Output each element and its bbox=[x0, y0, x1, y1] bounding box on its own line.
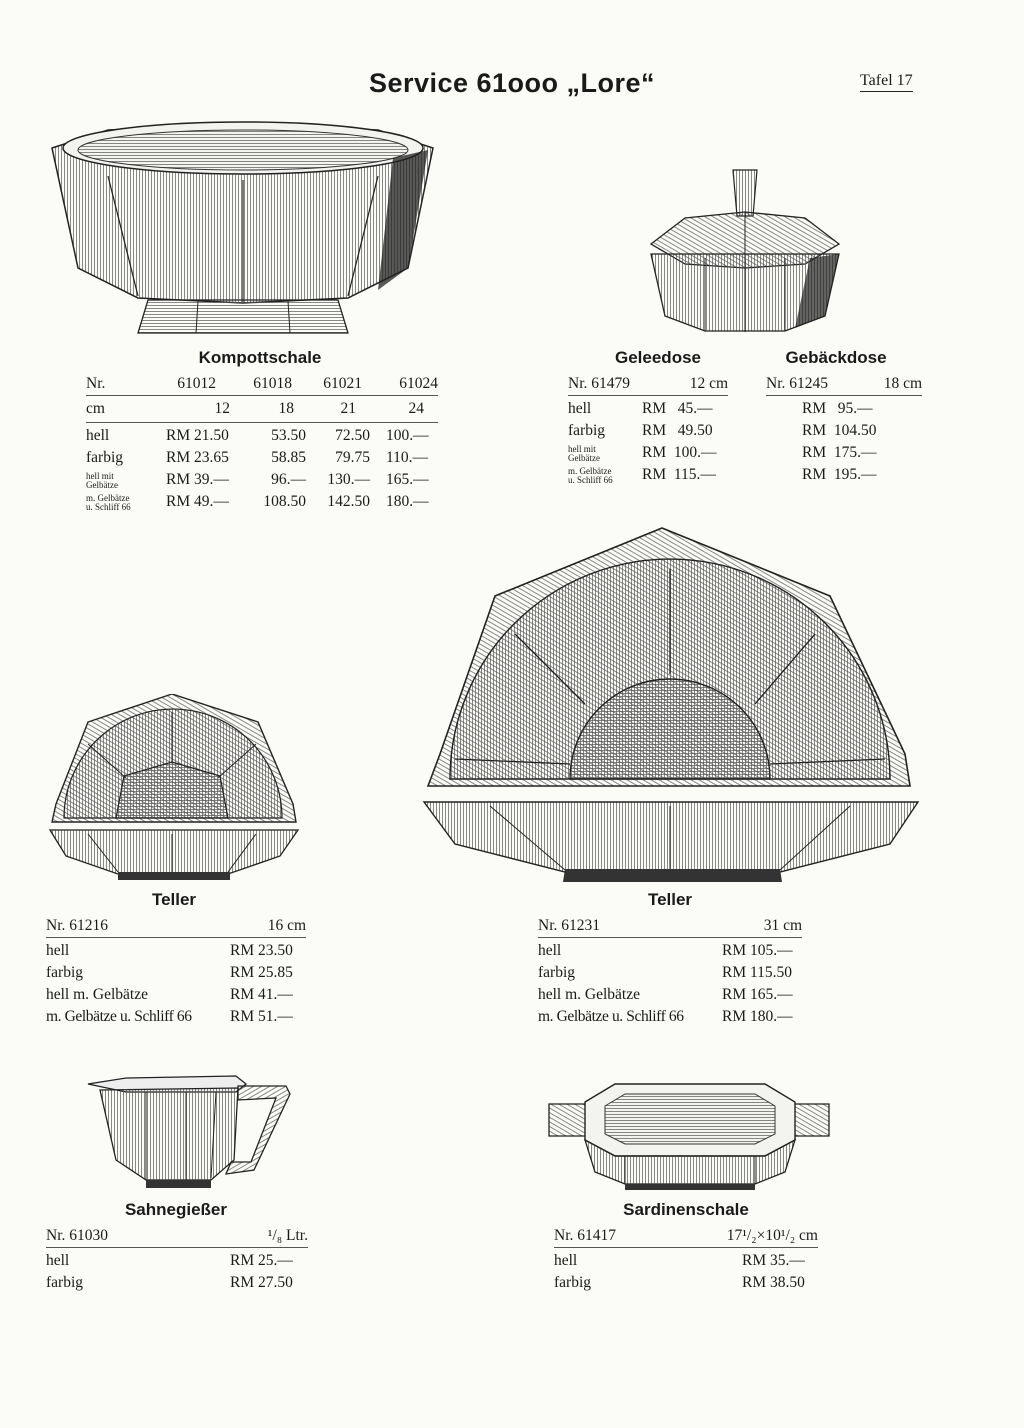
page-title: Service 61ooo „Lore“ bbox=[368, 68, 656, 98]
row-label: m. Gelbätze u. Schliff 66 bbox=[538, 1008, 684, 1025]
size-label: 18 cm bbox=[883, 375, 922, 392]
table-cell: RM 23.50 bbox=[230, 942, 293, 959]
nr-label: Nr. 61417 bbox=[554, 1227, 616, 1244]
size-label: 31 cm bbox=[763, 917, 802, 934]
size-label: 17¹/₂×10¹/₂ cm bbox=[726, 1227, 818, 1244]
table-row bbox=[86, 447, 438, 469]
table-cell: RM 49.50 bbox=[642, 422, 713, 439]
table-row bbox=[86, 398, 438, 420]
table-row bbox=[538, 1006, 802, 1028]
table-cell: RM 25.85 bbox=[230, 964, 293, 981]
table-row bbox=[554, 1225, 818, 1247]
sahnegiesser-title: Sahnegießer bbox=[124, 1200, 228, 1219]
table-cell: RM 100.— bbox=[642, 444, 717, 461]
table-cell: 100.— bbox=[386, 427, 429, 444]
table-cell: 79.75 bbox=[335, 449, 370, 466]
kompottschale-illustration bbox=[48, 118, 438, 343]
row-label: farbig bbox=[46, 964, 84, 981]
row-label: m. Gelbätze u. Schliff 66 bbox=[46, 1008, 192, 1025]
table-cell: 61018 bbox=[253, 375, 292, 392]
table-row bbox=[46, 1272, 308, 1294]
table-cell: 53.50 bbox=[271, 427, 306, 444]
table-row bbox=[554, 1272, 818, 1294]
table-row bbox=[568, 373, 728, 395]
table-cell: RM 175.— bbox=[802, 444, 877, 461]
row-label-line: hell mit bbox=[568, 444, 596, 454]
row-label: hell bbox=[46, 942, 70, 959]
table-cell: RM 27.50 bbox=[230, 1274, 293, 1291]
sahnegiesser-illustration bbox=[86, 1070, 296, 1195]
table-cell: RM 115.— bbox=[642, 466, 716, 483]
table-cell: 110.— bbox=[386, 449, 429, 466]
table-cell: 24 bbox=[408, 400, 424, 417]
table-row bbox=[46, 984, 306, 1006]
table-cell: RM 39.— bbox=[166, 471, 229, 488]
gebaeckdose-table bbox=[766, 373, 922, 486]
table-cell: RM 21.50 bbox=[166, 427, 229, 444]
table-cell: RM 104.50 bbox=[802, 422, 877, 439]
nr-label: Nr. 61216 bbox=[46, 917, 108, 934]
row-label-line: m. Gelbätze bbox=[86, 493, 130, 503]
table-row bbox=[538, 915, 802, 937]
row-label-line: hell mit bbox=[86, 471, 114, 481]
table-row bbox=[46, 1250, 308, 1272]
table-cell: 96.— bbox=[271, 471, 306, 488]
row-label bbox=[568, 467, 613, 485]
nr-label: Nr. 61231 bbox=[538, 917, 600, 934]
table-cell: 165.— bbox=[386, 471, 429, 488]
teller-small-title: Teller bbox=[151, 890, 197, 909]
kompottschale-title: Kompottschale bbox=[198, 348, 322, 367]
size-label: 12 cm bbox=[689, 375, 728, 392]
table-row bbox=[86, 373, 438, 395]
table-row bbox=[86, 425, 438, 447]
row-label-line: Gelbätze bbox=[568, 453, 600, 463]
table-row bbox=[538, 940, 802, 962]
table-cell: 180.— bbox=[386, 493, 429, 510]
table-cell: RM 49.— bbox=[166, 493, 229, 510]
geleedose-title: Geleedose bbox=[615, 348, 701, 367]
row-label-line: m. Gelbätze bbox=[568, 466, 612, 476]
row-label: farbig bbox=[568, 422, 606, 439]
row-label: hell bbox=[86, 427, 110, 444]
row-label: hell bbox=[554, 1252, 578, 1269]
table-cell: 18 bbox=[278, 400, 294, 417]
teller-small-table bbox=[46, 915, 306, 1028]
teller-large-title: Teller bbox=[647, 890, 693, 909]
table-row bbox=[766, 442, 922, 464]
table-cell: 61012 bbox=[177, 375, 216, 392]
table-row bbox=[766, 464, 922, 486]
row-label: farbig bbox=[86, 449, 124, 466]
row-label bbox=[568, 445, 600, 463]
row-label bbox=[86, 494, 131, 512]
sardinenschale-title: Sardinenschale bbox=[623, 1200, 749, 1219]
table-cell: RM 35.— bbox=[742, 1252, 805, 1269]
row-label: hell m. Gelbätze bbox=[46, 986, 148, 1003]
nr-label: Nr. bbox=[86, 375, 106, 392]
table-cell: RM 115.50 bbox=[722, 964, 793, 981]
table-cell: 61021 bbox=[323, 375, 362, 392]
table-cell: RM 195.— bbox=[802, 466, 877, 483]
row-label-line: u. Schliff 66 bbox=[86, 502, 131, 512]
table-row bbox=[568, 398, 728, 420]
table-cell: RM 180.— bbox=[722, 1008, 793, 1025]
geleedose-table bbox=[568, 373, 728, 486]
sahnegiesser-table bbox=[46, 1225, 308, 1294]
row-label: hell bbox=[46, 1252, 70, 1269]
table-cell: RM 41.— bbox=[230, 986, 293, 1003]
row-label: hell m. Gelbätze bbox=[538, 986, 640, 1003]
nr-label: Nr. 61479 bbox=[568, 375, 630, 392]
size-label: 16 cm bbox=[267, 917, 306, 934]
table-row bbox=[86, 469, 438, 491]
table-row bbox=[46, 962, 306, 984]
table-cell: 130.— bbox=[327, 471, 370, 488]
table-row bbox=[538, 962, 802, 984]
table-row bbox=[568, 464, 728, 486]
table-cell: 21 bbox=[340, 400, 356, 417]
row-label-line: Gelbätze bbox=[86, 480, 118, 490]
table-row bbox=[766, 398, 922, 420]
table-cell: 58.85 bbox=[271, 449, 306, 466]
kompottschale-table bbox=[86, 373, 438, 513]
sardinenschale-illustration bbox=[545, 1080, 835, 1195]
size-label: ¹/₈ Ltr. bbox=[267, 1227, 308, 1244]
table-cell: 61024 bbox=[399, 375, 438, 392]
teller-large-table bbox=[538, 915, 802, 1028]
row-label: hell bbox=[538, 942, 562, 959]
row-label: hell bbox=[568, 400, 592, 417]
table-cell: 12 bbox=[214, 400, 230, 417]
teller-small-illustration bbox=[48, 694, 300, 884]
table-row bbox=[46, 1225, 308, 1247]
table-row bbox=[766, 420, 922, 442]
table-cell: RM 51.— bbox=[230, 1008, 293, 1025]
table-cell: RM 105.— bbox=[722, 942, 793, 959]
table-row bbox=[554, 1250, 818, 1272]
table-row bbox=[568, 442, 728, 464]
table-row bbox=[538, 984, 802, 1006]
gebaeckdose-title: Gebäckdose bbox=[785, 348, 887, 367]
table-cell: RM 45.— bbox=[642, 400, 713, 417]
table-cell: 108.50 bbox=[263, 493, 306, 510]
table-row bbox=[46, 940, 306, 962]
table-cell: 72.50 bbox=[335, 427, 370, 444]
table-cell: 142.50 bbox=[327, 493, 370, 510]
table-cell: RM 25.— bbox=[230, 1252, 293, 1269]
table-row bbox=[568, 420, 728, 442]
row-label bbox=[86, 472, 118, 490]
table-row bbox=[46, 1006, 306, 1028]
table-cell: RM 95.— bbox=[802, 400, 873, 417]
plate-number: Tafel 17 bbox=[860, 72, 913, 92]
table-row bbox=[86, 491, 438, 513]
table-row bbox=[46, 915, 306, 937]
nr-label: Nr. 61245 bbox=[766, 375, 828, 392]
row-label: farbig bbox=[554, 1274, 592, 1291]
table-cell: RM 38.50 bbox=[742, 1274, 805, 1291]
teller-large-illustration bbox=[420, 524, 930, 884]
row-label: farbig bbox=[538, 964, 576, 981]
table-row bbox=[766, 373, 922, 395]
sardinenschale-table bbox=[554, 1225, 818, 1294]
row-label: farbig bbox=[46, 1274, 84, 1291]
table-cell: RM 23.65 bbox=[166, 449, 229, 466]
table-cell: RM 165.— bbox=[722, 986, 793, 1003]
geleedose-illustration bbox=[645, 166, 845, 336]
cm-label: cm bbox=[86, 400, 105, 417]
nr-label: Nr. 61030 bbox=[46, 1227, 108, 1244]
row-label-line: u. Schliff 66 bbox=[568, 475, 613, 485]
